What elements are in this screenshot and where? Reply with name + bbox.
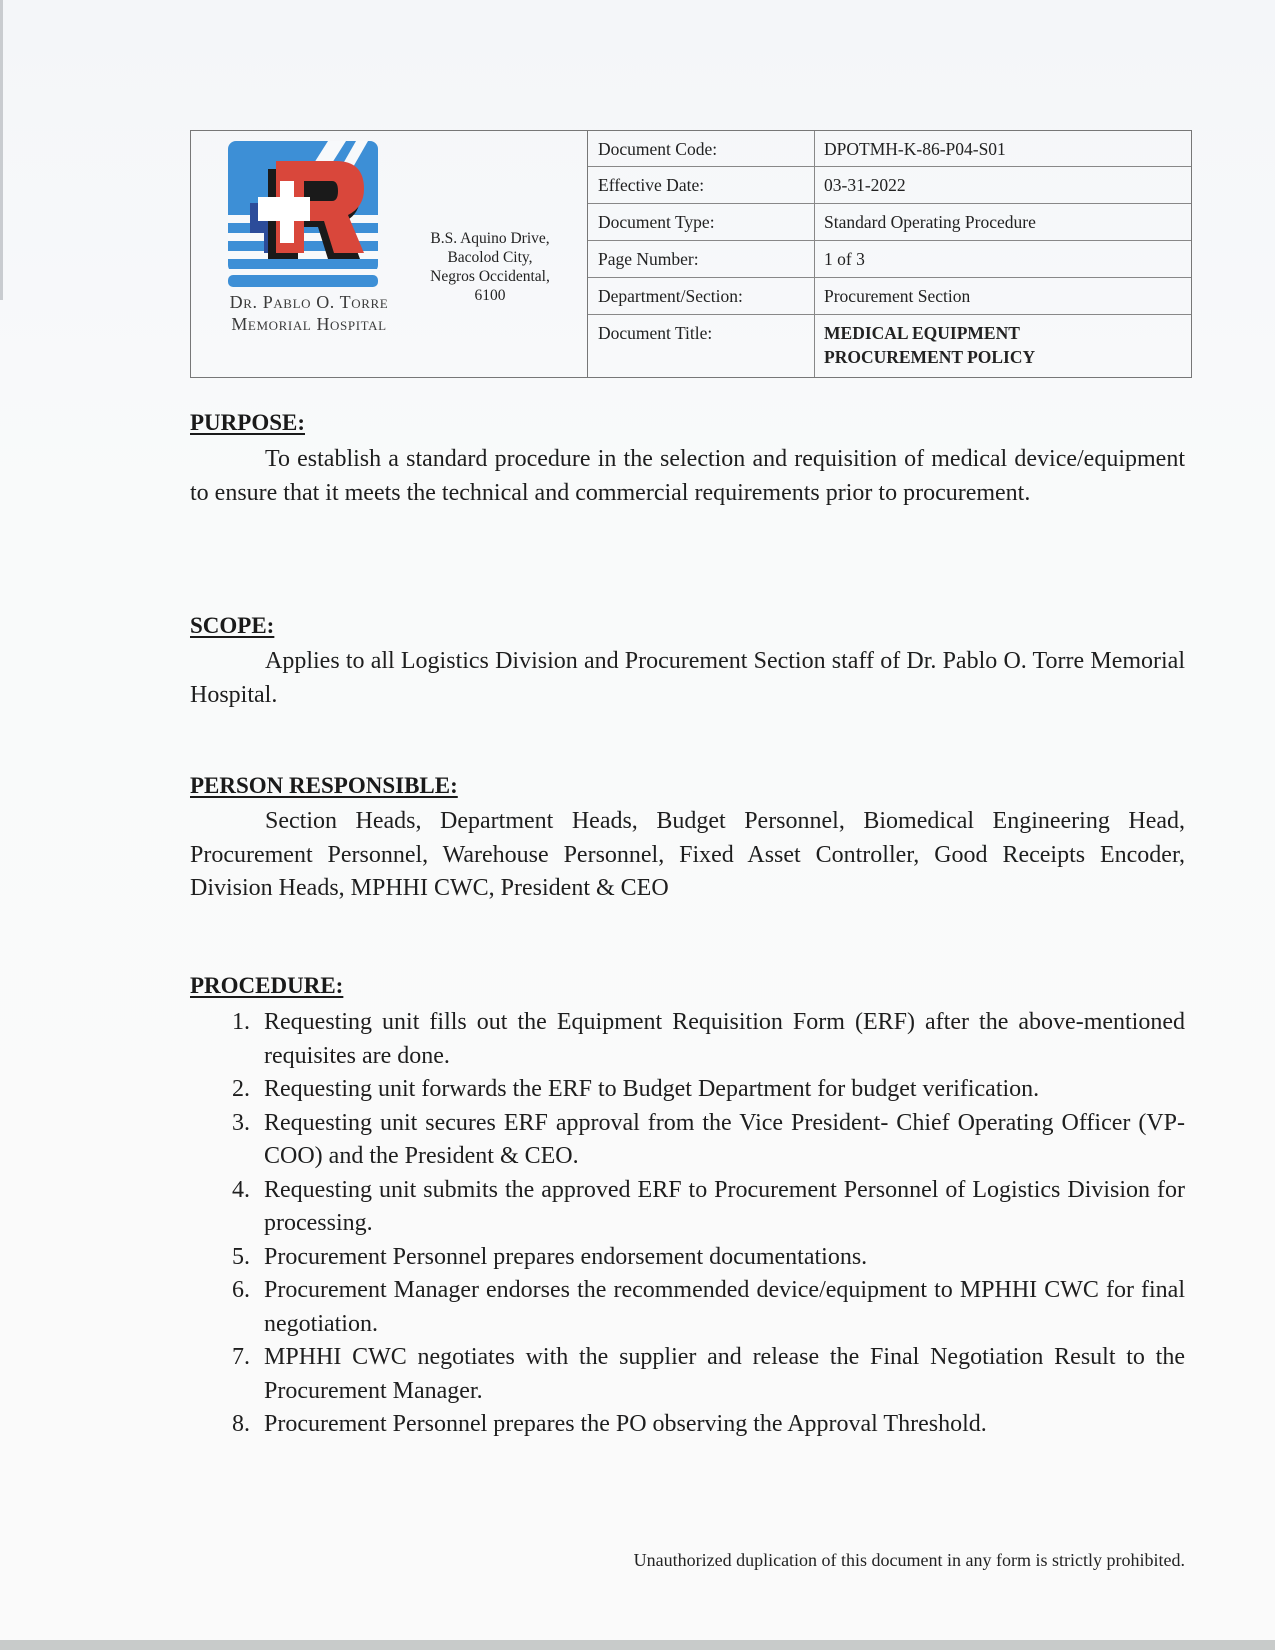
document-code-value: DPOTMH-K-86-P04-S01: [824, 139, 1006, 159]
procedure-steps: [190, 1006, 1185, 1442]
person-responsible-heading: PERSON RESPONSIBLE:: [190, 773, 458, 798]
hospital-logo-icon: [228, 141, 382, 289]
document-title-value: [824, 315, 1035, 369]
purpose-text: [190, 443, 1185, 510]
step-text: Procurement Manager endorses the recommended device/equipment to MPHHI CWC for final negotiation.: [264, 1277, 1185, 1337]
effective-date-value: 03-31-2022: [824, 175, 906, 195]
department-value: Procurement Section: [824, 286, 971, 306]
step-text: Requesting unit forwards the ERF to Budget Department for budget verification.: [264, 1076, 1040, 1102]
scan-bottom-edge: [0, 1640, 1275, 1650]
meta-label: Department/Section:: [598, 286, 743, 306]
procedure-step: [190, 1073, 1185, 1107]
address-line: B.S. Aquino Drive,: [430, 230, 550, 247]
scope-heading: SCOPE:: [190, 613, 275, 638]
duplication-notice: Unauthorized duplication of this document in any form is strictly prohibited.: [633, 1550, 1185, 1570]
step-number: 1.: [232, 1009, 250, 1035]
purpose-heading: PURPOSE:: [190, 410, 305, 435]
step-text: Procurement Personnel prepares endorsement documentations.: [264, 1243, 868, 1270]
step-text: Procurement Personnel prepares the PO observing the Approval Threshold.: [264, 1411, 987, 1437]
purpose-body: To establish a standard procedure in the selection and requisition of medical device/equipment to ensure that it meets the technical and commercial requirements prior to procurement.: [190, 446, 1185, 506]
hospital-address: [416, 229, 564, 305]
meta-row-effective-date: [588, 167, 1191, 204]
step-text: Requesting unit secures ERF approval from the Vice President- Chief Operating Officer (VP-COO) and the President & CEO.: [264, 1109, 1185, 1169]
step-number: 8.: [232, 1411, 250, 1437]
document-header-table: [190, 130, 1192, 378]
procedure-step: [190, 1006, 1185, 1073]
scope-text: [190, 645, 1185, 712]
meta-label: Page Number:: [598, 249, 699, 269]
scan-edge-shadow: [0, 0, 3, 300]
procedure-step: [190, 1274, 1185, 1341]
meta-label: Document Type:: [598, 212, 715, 232]
meta-row-document-title: [588, 315, 1191, 377]
procedure-step: [190, 1107, 1185, 1174]
document-type-value: Standard Operating Procedure: [824, 212, 1036, 232]
step-text: Requesting unit submits the approved ERF to Procurement Personnel of Logistics Division for processing.: [264, 1176, 1185, 1236]
person-responsible-body: Section Heads, Department Heads, Budget Personnel, Biomedical Engineering Head, Procurement Personnel, Warehouse Personnel, Fixed Asset Controller, Good Receipts Encoder, Division Heads, MPHHI CWC, President & CEO: [190, 808, 1185, 901]
page-number-value: 1 of 3: [824, 249, 865, 269]
step-number: 7.: [232, 1344, 250, 1370]
procedure-step: [190, 1241, 1185, 1275]
meta-row-page-number: [588, 241, 1191, 278]
scope-body: Applies to all Logistics Division and Procurement Section staff of Dr. Pablo O. Torre Memorial Hospital.: [190, 648, 1185, 708]
person-responsible-text: [190, 805, 1185, 906]
address-line: Negros Occidental,: [430, 268, 550, 285]
step-number: 4.: [232, 1176, 250, 1203]
hospital-name: [199, 291, 419, 335]
hospital-name-line2: Memorial Hospital: [231, 314, 387, 334]
address-line: Bacolod City,: [447, 249, 533, 266]
step-text: MPHHI CWC negotiates with the supplier and release the Final Negotiation Result to the Procurement Manager.: [264, 1344, 1185, 1404]
document-title-line2: PROCUREMENT POLICY: [824, 347, 1036, 367]
document-meta: [587, 131, 1191, 377]
step-number: 3.: [232, 1109, 250, 1136]
procedure-step: [190, 1174, 1185, 1241]
meta-row-document-code: [588, 131, 1191, 167]
step-number: 2.: [232, 1076, 250, 1102]
step-text: Requesting unit fills out the Equipment Requisition Form (ERF) after the above-mentioned requisites are done.: [264, 1009, 1185, 1069]
meta-row-department: [588, 278, 1191, 315]
meta-label: Document Code:: [598, 139, 718, 159]
address-line: 6100: [474, 287, 506, 304]
hospital-name-line1: Dr. Pablo O. Torre: [229, 292, 389, 312]
procedure-heading: PROCEDURE:: [190, 973, 344, 998]
meta-row-document-type: [588, 204, 1191, 241]
meta-label: Document Title:: [598, 323, 713, 343]
procedure-step: [190, 1341, 1185, 1408]
meta-label: Effective Date:: [598, 175, 705, 195]
procedure-step: [190, 1408, 1185, 1442]
logo-cell: [191, 131, 587, 377]
step-number: 6.: [232, 1277, 250, 1303]
step-number: 5.: [232, 1243, 250, 1270]
document-title-line1: MEDICAL EQUIPMENT: [824, 323, 1020, 343]
